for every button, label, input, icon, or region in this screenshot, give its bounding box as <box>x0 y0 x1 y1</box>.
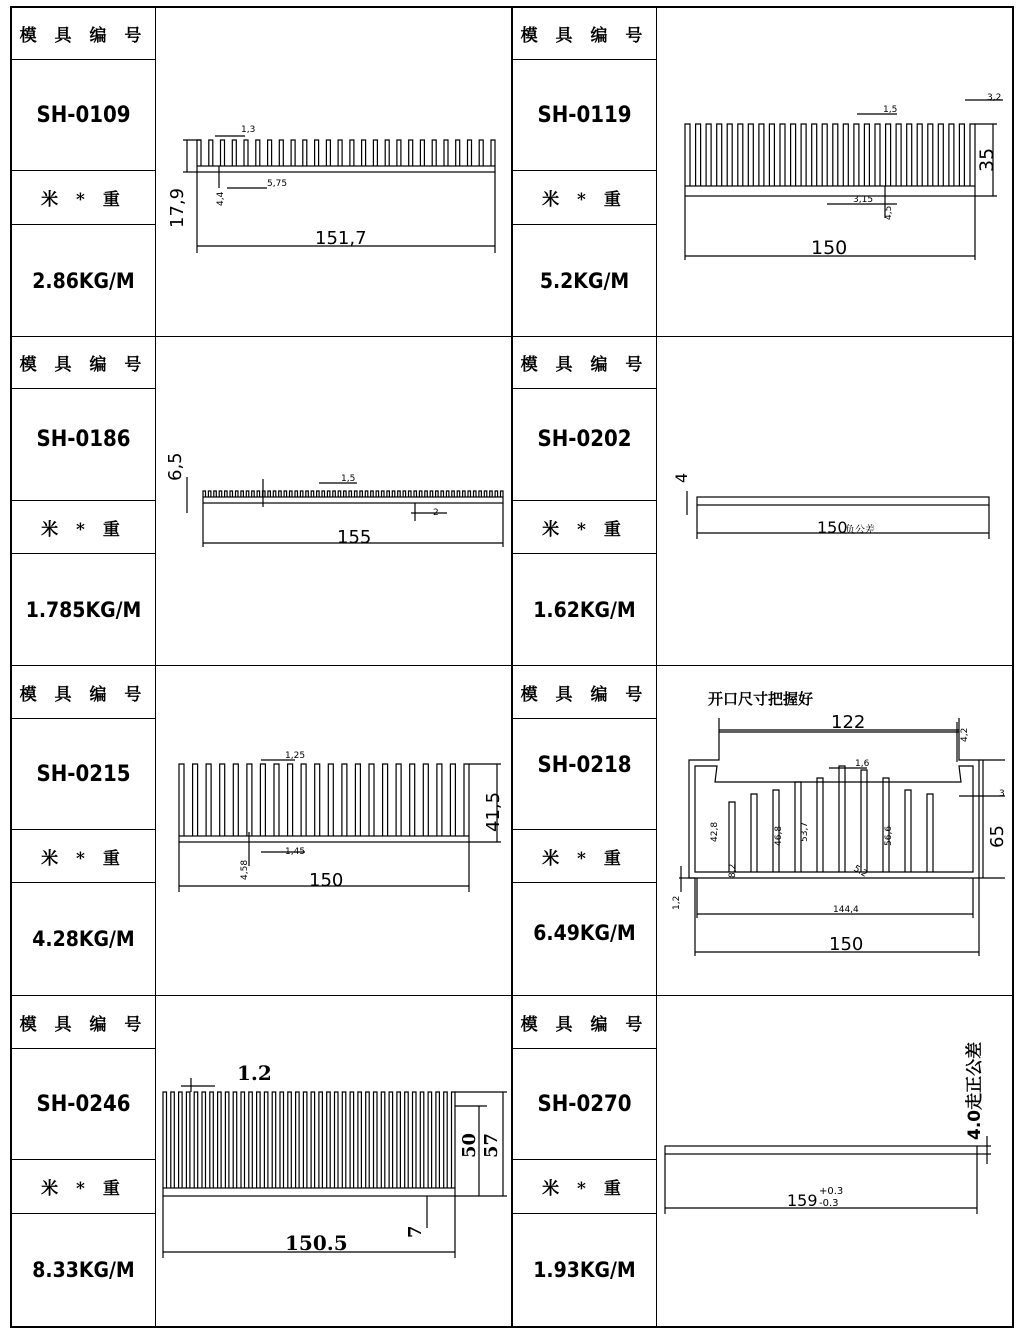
dim-tol-minus: -0.3 <box>819 1198 839 1209</box>
dim-gap: 2 <box>433 508 439 518</box>
weight-value: 5.2KG/M <box>539 268 630 293</box>
dim-side: 3 <box>999 789 1005 799</box>
weight-label: 米 * 重 <box>542 848 627 869</box>
dim-height: 17,9 <box>167 187 188 228</box>
dim-fin: 1.2 <box>237 1061 272 1085</box>
dim-height: 4 <box>672 472 691 483</box>
dim-fin: 1,25 <box>285 751 306 761</box>
dim-h2: 46,8 <box>774 825 784 846</box>
dim-base: 7 <box>405 1225 426 1238</box>
mold-code: SH-0246 <box>36 1091 131 1117</box>
dim-tolerance: 负公差 <box>845 525 875 536</box>
mold-code: SH-0215 <box>36 761 131 787</box>
weight-value: 4.28KG/M <box>32 927 135 951</box>
dim-top: 3,2 <box>987 93 1002 103</box>
weight-value: 6.49KG/M <box>533 921 636 945</box>
dim-fin: 1,6 <box>855 759 870 769</box>
dim-height: 65 <box>987 825 1008 848</box>
mold-label: 模 具 编 号 <box>19 1014 148 1035</box>
profile-drawing-sh-0202 <box>657 337 1012 665</box>
dim-tol-plus: +0.3 <box>819 1186 844 1197</box>
dim-h2: 57 <box>481 1132 502 1158</box>
dim-width: 150 <box>811 237 848 259</box>
frame-bottom <box>10 1326 1014 1328</box>
dim-b2: 8,2 <box>728 863 738 878</box>
opening-note: 开口尺寸把握好 <box>708 690 814 708</box>
dim-fin: 1,3 <box>241 125 256 135</box>
mold-code: SH-0270 <box>537 1091 632 1117</box>
dim-width: 155 <box>337 527 372 548</box>
dim-base: 4,4 <box>216 191 226 206</box>
dim-h1: 42,8 <box>710 821 720 842</box>
dim-slot: 5.2 <box>851 863 869 880</box>
dim-base: 1,2 <box>672 895 682 910</box>
mold-label: 模 具 编 号 <box>19 355 148 375</box>
dim-height: 35 <box>976 147 998 172</box>
frame-right <box>1012 6 1014 1328</box>
weight-label: 米 * 重 <box>542 190 627 210</box>
mold-code: SH-0218 <box>537 753 632 778</box>
dim-h3: 53,7 <box>800 821 810 842</box>
mold-code: SH-0109 <box>36 102 131 128</box>
mold-label: 模 具 编 号 <box>19 26 148 46</box>
weight-label: 米 * 重 <box>41 190 126 210</box>
weight-label: 米 * 重 <box>542 519 627 540</box>
dim-fin: 1,5 <box>883 105 898 115</box>
dim-height: 41,5 <box>483 791 504 832</box>
weight-value: 2.86KG/M <box>32 268 135 293</box>
weight-value: 8.33KG/M <box>32 1258 135 1282</box>
profile-drawing-sh-0109 <box>157 8 511 336</box>
dim-width: 150 <box>829 934 864 955</box>
dim-pitch: 5,75 <box>267 179 288 189</box>
tolerance-text: 走正公差 <box>965 1041 985 1110</box>
weight-value: 1.62KG/M <box>533 597 636 622</box>
dim-pitch: 3,15 <box>853 195 874 205</box>
mold-code: SH-0119 <box>537 102 632 128</box>
mold-code: SH-0186 <box>36 427 131 452</box>
mold-label: 模 具 编 号 <box>520 355 649 375</box>
dim-width: 151,7 <box>315 228 367 249</box>
dim-width: 159 <box>787 1191 818 1210</box>
dim-height: 6,5 <box>165 452 186 481</box>
mold-label: 模 具 编 号 <box>520 1014 649 1035</box>
profile-drawing-sh-0215 <box>157 666 511 995</box>
dim-inner: 144,4 <box>833 905 859 915</box>
dim-width: 150.5 <box>285 1231 348 1255</box>
weight-value: 1.93KG/M <box>533 1258 636 1282</box>
profile-drawing-sh-0119 <box>657 8 1012 336</box>
dim-height: 4.0 <box>965 1109 985 1140</box>
mold-label: 模 具 编 号 <box>520 26 649 46</box>
dim-base: 4,5 <box>884 205 894 220</box>
profile-drawing-sh-0186 <box>157 337 511 665</box>
weight-value: 1.785KG/M <box>25 597 142 622</box>
weight-label: 米 * 重 <box>542 1179 627 1199</box>
dim-h1: 50 <box>459 1132 480 1158</box>
dim-lip: 4,2 <box>960 727 970 742</box>
weight-label: 米 * 重 <box>41 848 126 869</box>
weight-label: 米 * 重 <box>41 1179 126 1199</box>
dim-base: 4,58 <box>240 859 250 880</box>
dim-top: 122 <box>831 712 866 733</box>
profile-drawing-sh-0270 <box>657 996 1012 1326</box>
dim-width: 150 <box>309 870 344 891</box>
profile-drawing-sh-0218 <box>657 666 1012 995</box>
dim-fin: 1,5 <box>341 474 356 484</box>
mold-label: 模 具 编 号 <box>520 684 649 705</box>
mold-label: 模 具 编 号 <box>19 684 148 705</box>
profile-drawing-sh-0246 <box>157 996 511 1326</box>
dim-width: 150 <box>817 518 848 537</box>
dim-root: 1,45 <box>285 847 306 857</box>
frame-col1 <box>155 6 156 1328</box>
mold-code: SH-0202 <box>537 427 632 452</box>
dim-h4: 56,6 <box>884 825 894 846</box>
weight-label: 米 * 重 <box>41 519 126 540</box>
